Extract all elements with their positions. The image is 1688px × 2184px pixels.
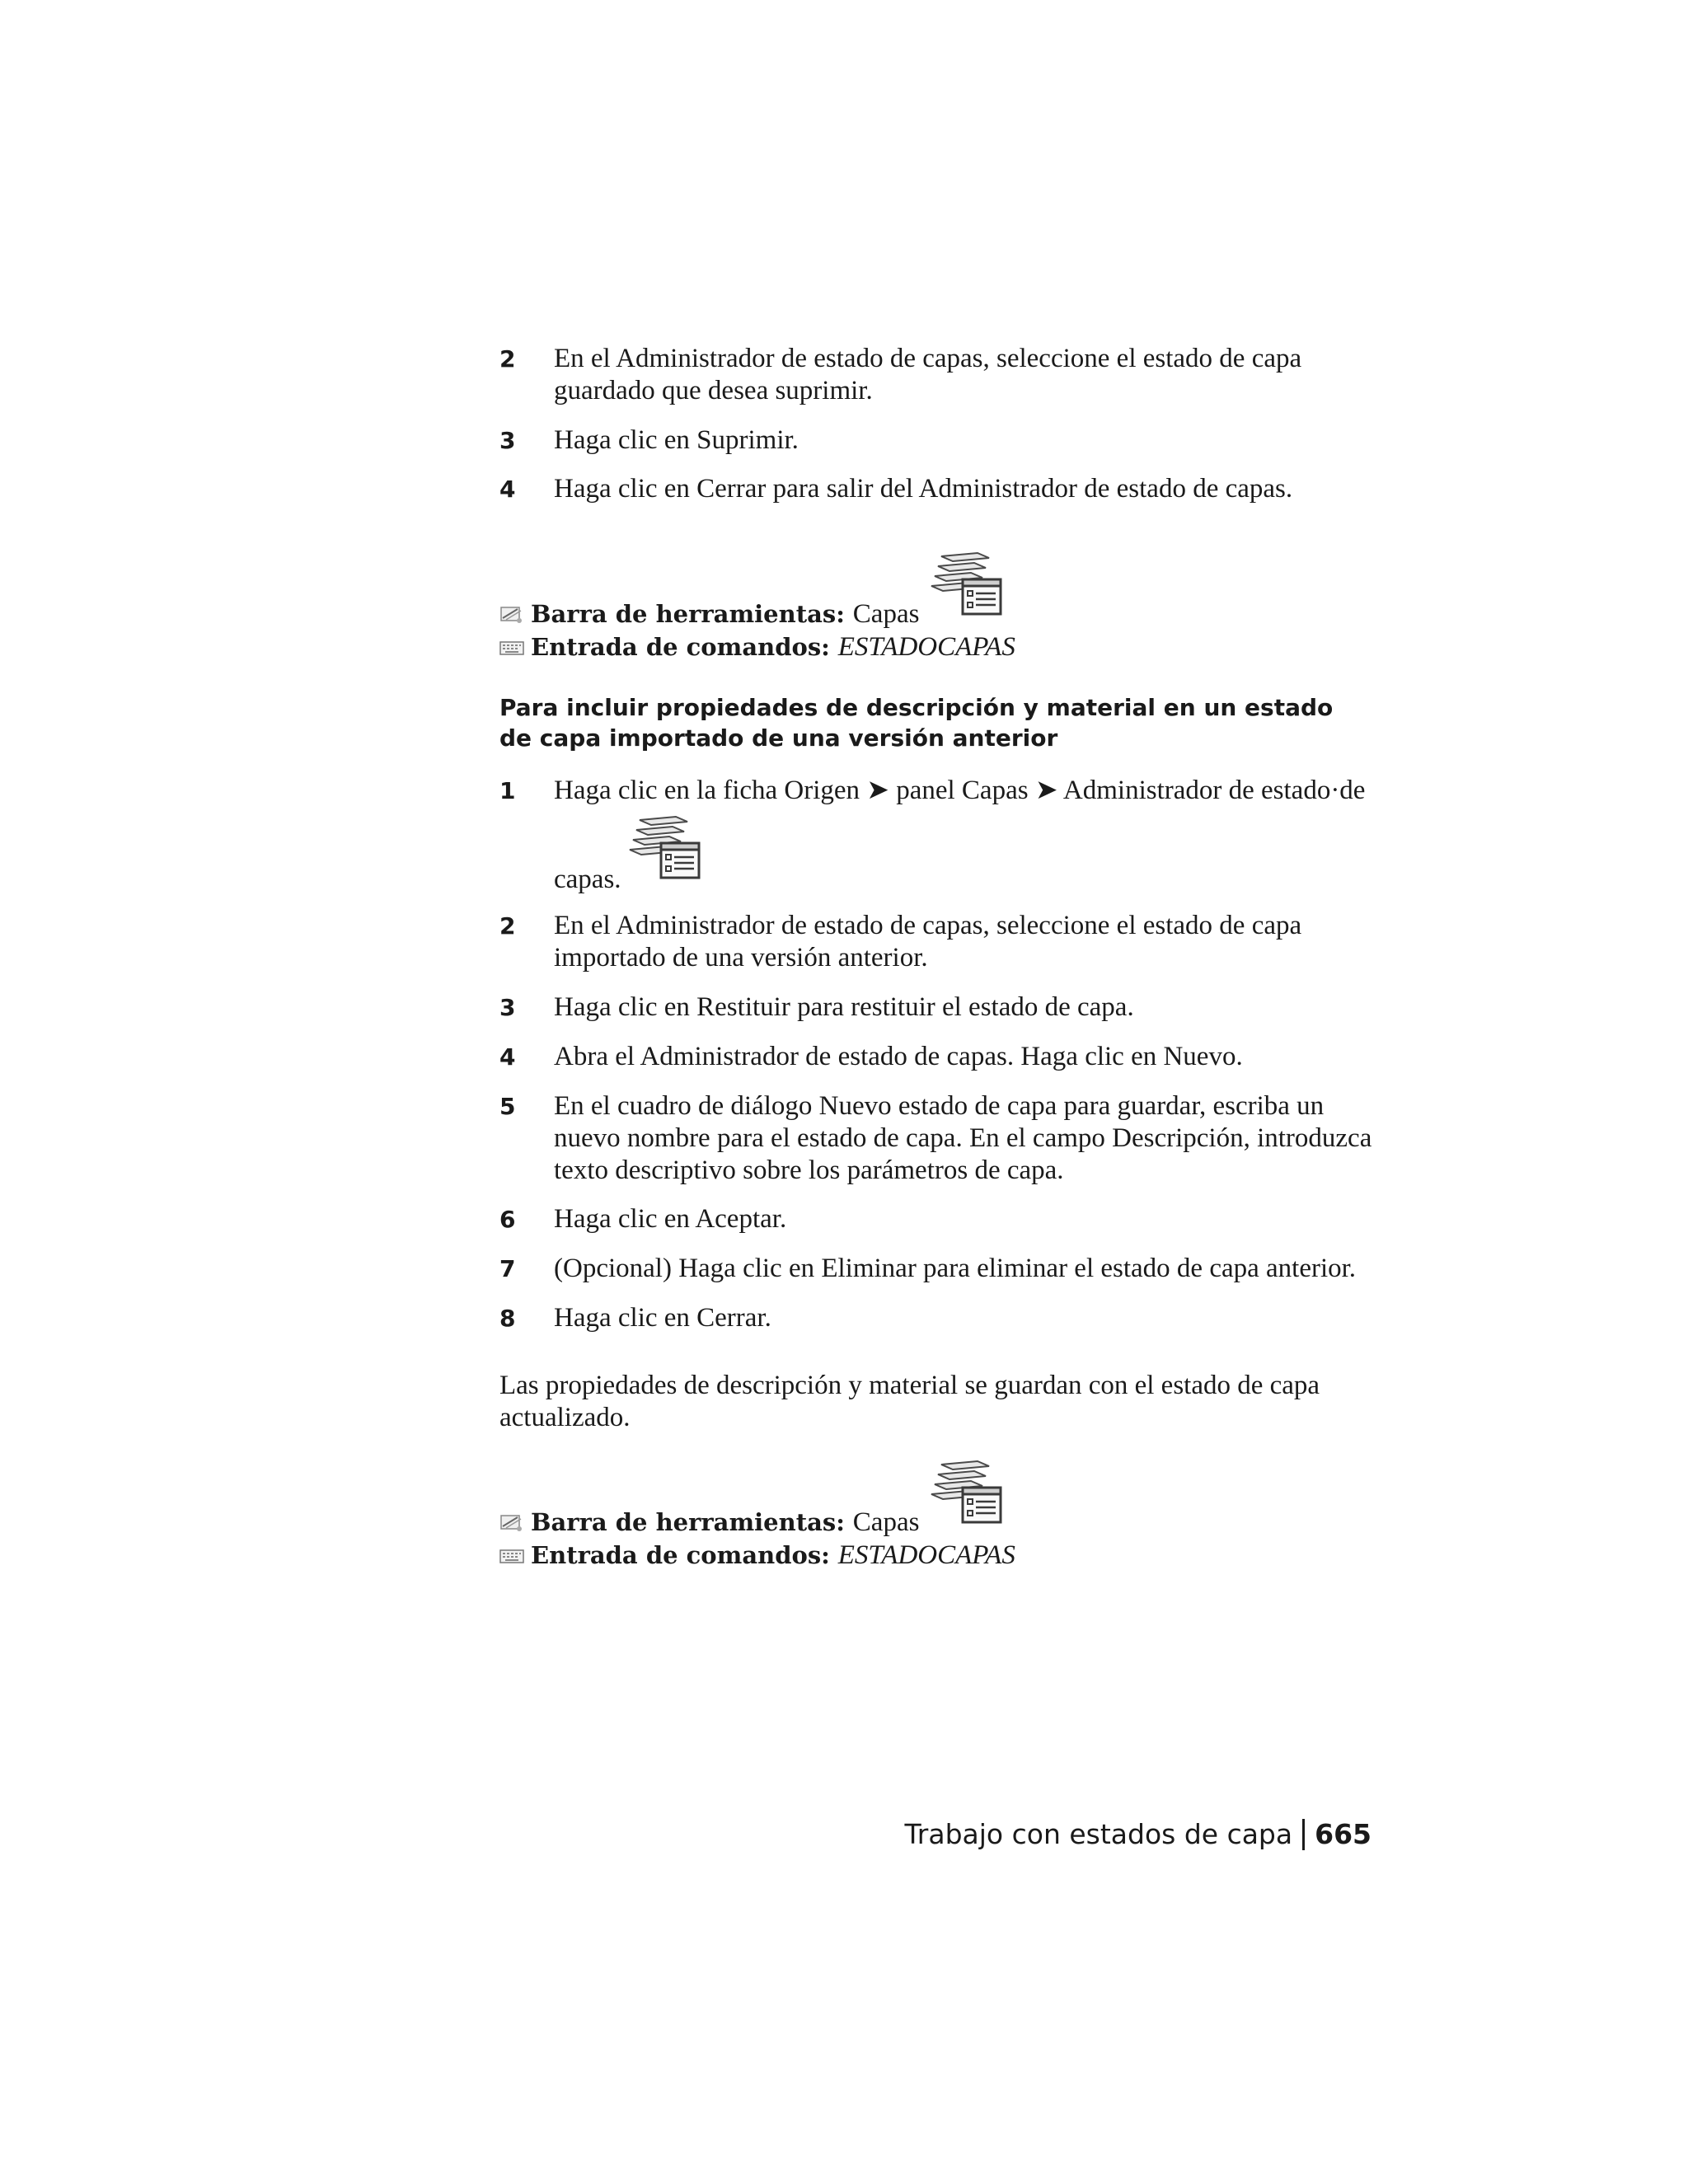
step-item (499, 1090, 1373, 1187)
step-text-continued: capas. (554, 865, 621, 894)
step-number: 1 (499, 777, 516, 804)
step-number: 6 (499, 1206, 516, 1233)
footer-divider (1302, 1819, 1305, 1850)
layer-states-manager-icon (930, 1456, 1004, 1526)
toolbar-value: Capas (852, 599, 920, 629)
closing-paragraph: Las propiedades de descripción y material se guardan con el estado de capa actualizado. (499, 1371, 1320, 1432)
command-value: ESTADOCAPAS (837, 632, 1015, 662)
step-text: En el Administrador de estado de capas, seleccione el estado de capa importado de una versión anterior. (554, 911, 1302, 972)
toolbar-icon (499, 605, 524, 625)
keyboard-icon (499, 638, 524, 658)
layer-states-manager-icon (930, 548, 1004, 617)
toolbar-icon (499, 1513, 524, 1533)
layer-states-manager-icon (628, 812, 702, 881)
step-text: Haga clic en Cerrar para salir del Administrador de estado de capas. (554, 474, 1293, 504)
step-text: Haga clic en Aceptar. (554, 1204, 787, 1234)
step-number: 2 (499, 345, 516, 373)
step-item (499, 473, 1373, 505)
step-text: Haga clic en Restituir para restituir el estado de capa. (554, 992, 1134, 1022)
command-value: ESTADOCAPAS (837, 1540, 1015, 1570)
toolbar-label: Barra de herramientas: (531, 600, 845, 628)
toolbar-value: Capas (852, 1507, 920, 1537)
step-item (499, 775, 1414, 807)
toolbar-access-line (499, 598, 919, 630)
step-item (499, 424, 1373, 457)
toolbar-label: Barra de herramientas: (531, 1508, 845, 1536)
step-text: (Opcional) Haga clic en Eliminar para eliminar el estado de capa anterior. (554, 1254, 1357, 1283)
command-access-line (499, 630, 1015, 663)
section-heading: Para incluir propiedades de descripción y material en un estado de capa importado de una versión anterior (499, 694, 1334, 752)
command-access-line (499, 1539, 1015, 1572)
step-number: 4 (499, 476, 516, 503)
step-item (499, 343, 1373, 407)
step-item (499, 1203, 1373, 1235)
step-number: 4 (499, 1043, 516, 1071)
footer-title: Trabajo con estados de capa (904, 1818, 1293, 1850)
step-number: 2 (499, 912, 516, 940)
step-text: Haga clic en Suprimir. (554, 425, 799, 455)
step-item (499, 1253, 1414, 1285)
step-text: Abra el Administrador de estado de capas. Haga clic en Nuevo. (554, 1042, 1243, 1071)
step-item (499, 1041, 1373, 1073)
step-number: 5 (499, 1093, 516, 1120)
page-number: 665 (1315, 1818, 1372, 1850)
step-number: 8 (499, 1305, 516, 1332)
step-item (499, 910, 1373, 974)
step-item (499, 1302, 1373, 1334)
toolbar-access-line (499, 1506, 919, 1539)
command-label: Entrada de comandos: (531, 1541, 830, 1569)
step-number: 3 (499, 994, 516, 1021)
step-text: En el Administrador de estado de capas, seleccione el estado de capa guardado que desea suprimir. (554, 344, 1302, 405)
command-label: Entrada de comandos: (531, 633, 830, 661)
step-number: 7 (499, 1255, 516, 1282)
step-text: Haga clic en Cerrar. (554, 1303, 771, 1333)
step-item (499, 991, 1373, 1024)
step-number: 3 (499, 427, 516, 454)
keyboard-icon (499, 1546, 524, 1566)
page-footer (905, 1818, 1372, 1851)
step-text: En el cuadro de diálogo Nuevo estado de capa para guardar, escriba un nuevo nombre para el estado de capa. En el campo Descripción, introduzca texto descriptivo sobre los parámetros de capa. (554, 1091, 1372, 1185)
step-text: Haga clic en la ficha Origen ➤ panel Capas ➤ Administrador de estado·de (554, 776, 1366, 805)
